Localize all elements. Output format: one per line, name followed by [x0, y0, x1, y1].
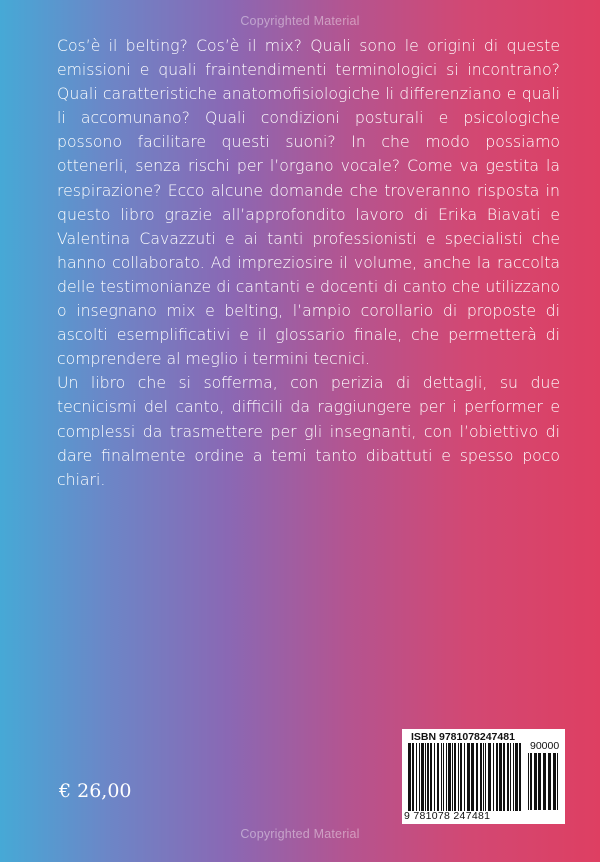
- barcode-bar: [460, 743, 462, 811]
- price-label: € 26,00: [59, 780, 132, 802]
- barcode-bars: [408, 743, 522, 811]
- barcode-bar: [483, 743, 484, 811]
- barcode-bar: [446, 743, 447, 811]
- isbn-label: ISBN 9781078247481: [411, 731, 515, 743]
- barcode-bar: [548, 753, 551, 810]
- barcode-bar: [513, 743, 514, 811]
- barcode-bar: [430, 743, 432, 811]
- barcode-bar: [503, 743, 505, 811]
- barcode-bar: [441, 743, 442, 811]
- barcode-bar: [443, 743, 444, 811]
- barcode-bar: [510, 743, 511, 811]
- barcode-bar: [519, 743, 521, 811]
- barcode-bar: [412, 743, 414, 811]
- back-cover-blurb: [57, 34, 560, 492]
- barcode-bar: [427, 743, 429, 811]
- barcode-bar: [553, 753, 556, 810]
- barcode-bar: [419, 743, 420, 811]
- blurb-paragraph-2: Un libro che si sofferma, con perizia di dettagli, su due tecnicismi del canto, difficili da raggiungere per i performer e complessi da trasmettere per gli insegnanti, con l’obiettivo di dare finalmente ordine a temi tanto dibattuti e spesso poco chiari.: [57, 373, 560, 489]
- barcode-bar: [452, 743, 453, 811]
- barcode-bar: [538, 753, 541, 810]
- watermark-top: Copyrighted Material: [240, 14, 360, 28]
- barcode-bar: [493, 743, 494, 811]
- barcode-bar: [499, 743, 502, 811]
- barcode-bar: [557, 753, 558, 810]
- barcode-bar: [496, 743, 498, 811]
- barcode-bar: [530, 753, 532, 810]
- barcode-bar: [437, 743, 439, 811]
- barcode-bar: [543, 753, 546, 810]
- barcode-bar: [408, 743, 411, 811]
- barcode-bar: [476, 743, 478, 811]
- blurb-paragraph-1: Cos’è il belting? Cos’è il mix? Quali sono le origini di queste emissioni e quali fraintendimenti terminologici si incontrano? Quali caratteristiche anatomofisiologiche li differenziano e quali li accomunano? Quali condizioni posturali e psicologiche possono facilitare questi suoni? In che modo possiamo ottenerli, senza rischi per l’organo vocale? Come va gestita la respirazione? Ecco alcune domande che troveranno risposta in questo libro grazie all’approfondito lavoro di Erika Biavati e Valentina Cavazzuti e ai tanti professionisti e specialisti che hanno collaborato. Ad impreziosire il volume, anche la raccolta delle testimonianze di cantanti e docenti di canto che utilizzano o insegnano mix e belting, l’ampio corollario di proposte di ascolti esemplificativi e il glossario finale, che permetterà di comprendere al meglio i termini tecnici.: [57, 36, 560, 369]
- barcode-bar: [471, 743, 474, 811]
- barcode-bar: [488, 743, 491, 811]
- barcode-addon-bars: [528, 753, 560, 810]
- isbn-barcode: [402, 729, 565, 824]
- watermark-bottom: Copyrighted Material: [240, 827, 360, 841]
- barcode-bar: [454, 743, 456, 811]
- barcode-bar: [534, 753, 537, 810]
- barcode-digits: 9 781078 247481: [404, 810, 491, 822]
- barcode-bar: [528, 753, 529, 810]
- barcode-bar: [464, 743, 465, 811]
- barcode-bar: [485, 743, 486, 811]
- barcode-bar: [421, 743, 424, 811]
- barcode-bar: [458, 743, 459, 811]
- barcode-bar: [467, 743, 470, 811]
- barcode-bar: [434, 743, 435, 811]
- barcode-bar: [480, 743, 482, 811]
- barcode-bar: [515, 743, 518, 811]
- barcode-bar: [507, 743, 509, 811]
- barcode-bar: [425, 743, 426, 811]
- barcode-addon-digits: 90000: [530, 740, 560, 752]
- barcode-bar: [448, 743, 451, 811]
- barcode-bar: [416, 743, 417, 811]
